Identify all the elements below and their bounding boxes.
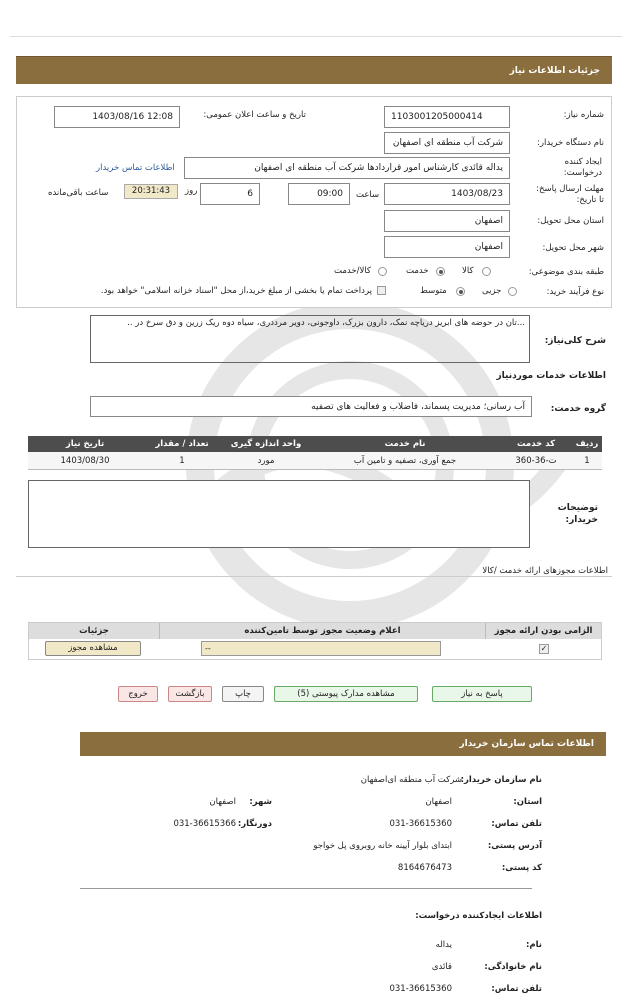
contact-province-label: استان:: [513, 797, 542, 807]
category-both-radio[interactable]: [378, 267, 387, 276]
contact-divider: [80, 888, 532, 889]
exit-button[interactable]: خروج: [118, 686, 158, 702]
permits-title: اطلاعات مجوزهای ارائه خدمت /کالا: [482, 566, 608, 576]
print-button[interactable]: چاپ: [222, 686, 264, 702]
col-qty: تعداد / مقدار: [142, 436, 222, 452]
permit-col-required: الزامی بودن ارائه مجوز: [485, 623, 601, 639]
remaining-label: ساعت باقی‌مانده: [48, 188, 109, 198]
time-label: ساعت: [356, 190, 380, 200]
permit-col-status: اعلام وضعیت مجوز توسط تامین‌کننده: [159, 623, 485, 639]
contact-fax-label: دورنگار:: [237, 819, 272, 829]
permit-status-select[interactable]: --: [201, 641, 441, 656]
description-field[interactable]: ...تان در حوضه های ابریز دریاچه نمک، دارون بزرک، داوجونی، دویر مرددری، سیاه دوه ریک زرین و دق سرخ در ..: [90, 315, 530, 363]
deadline-date-field[interactable]: 1403/08/23: [384, 183, 510, 205]
contact-org: شرکت آب منطقه ای‌اصفهان: [360, 775, 462, 785]
countdown-timer: 20:31:43: [124, 184, 178, 199]
col-code: کد خدمت: [500, 436, 572, 452]
creator-name: یداله: [435, 940, 452, 950]
category-service-radio[interactable]: [436, 267, 445, 276]
services-section-title: اطلاعات خدمات موردنیاز: [496, 371, 606, 381]
days-field[interactable]: 6: [200, 183, 260, 205]
deadline-label-2: تا تاریخ:: [576, 195, 604, 205]
process-medium-radio[interactable]: [456, 287, 465, 296]
city-label: شهر محل تحویل:: [542, 243, 604, 253]
process-label: نوع فرآیند خرید:: [546, 287, 604, 297]
contact-org-label: نام سازمان خریدار:: [460, 775, 542, 785]
cell-code: ت-36-360: [500, 452, 572, 470]
contact-city-label: شهر:: [249, 797, 272, 807]
province-label: استان محل تحویل:: [537, 216, 604, 226]
services-table: [28, 436, 602, 470]
permit-col-details: جزئیات: [29, 623, 159, 639]
back-button[interactable]: بازگشت: [168, 686, 212, 702]
cell-qty: 1: [142, 452, 222, 470]
province-field[interactable]: اصفهان: [384, 210, 510, 232]
creator-family-label: نام خانوادگی:: [484, 962, 542, 972]
process-medium-label: متوسط: [420, 286, 447, 296]
col-name: نام خدمت: [310, 436, 500, 452]
category-service-label: خدمت: [406, 266, 429, 276]
contact-address: ابتدای بلوار آیینه خانه روبروی پل خواجو: [313, 841, 452, 851]
service-group-label: گروه خدمت:: [550, 404, 606, 414]
deadline-time-field[interactable]: 09:00: [288, 183, 350, 205]
contact-postal-label: کد پستی:: [501, 863, 542, 873]
top-divider: [10, 36, 622, 37]
process-partial-label: جزیی: [482, 286, 502, 296]
permits-divider: [16, 576, 612, 577]
contact-title: اطلاعات تماس سازمان خریدار: [80, 732, 606, 756]
day-label: روز: [185, 186, 198, 196]
category-goods-label: کالا: [462, 266, 474, 276]
table-row[interactable]: [28, 452, 602, 470]
treasury-payment-checkbox[interactable]: [377, 286, 386, 295]
category-goods-radio[interactable]: [482, 267, 491, 276]
creator-family: قائدی: [431, 962, 452, 972]
creator-label-2: درخواست:: [563, 168, 602, 178]
contact-fax: 031-36615366: [173, 819, 236, 829]
services-table-header: [28, 436, 602, 452]
col-date: تاریخ نیاز: [28, 436, 142, 452]
notes-label-2: خریدار:: [565, 515, 598, 525]
notes-label-1: توضیحات: [557, 503, 598, 513]
cell-date: 1403/08/30: [28, 452, 142, 470]
creator-name-label: نام:: [525, 940, 542, 950]
cell-row: 1: [572, 452, 602, 470]
contact-province: اصفهان: [425, 797, 452, 807]
contact-city: اصفهان: [209, 797, 236, 807]
attachments-button[interactable]: مشاهده مدارک پیوستی (5): [274, 686, 418, 702]
contact-address-label: آدرس پستی:: [487, 841, 542, 851]
buyer-org-label: نام دستگاه خریدار:: [537, 138, 604, 148]
contact-postal: 8164676473: [397, 863, 452, 873]
cell-name: جمع آوری، تصفیه و تامین آب: [310, 452, 500, 470]
creator-field[interactable]: یداله قائدی کارشناس امور قراردادها شرکت آب منطقه ای اصفهان: [184, 157, 510, 179]
permit-row: [29, 639, 601, 659]
creator-phone: 031-36615360: [389, 984, 452, 994]
view-permit-button[interactable]: مشاهده مجوز: [45, 641, 141, 656]
category-both-label: کالا/خدمت: [334, 266, 371, 276]
city-field[interactable]: اصفهان: [384, 236, 510, 258]
category-label: طبقه بندی موضوعی:: [528, 267, 604, 277]
buyer-org-field[interactable]: شرکت آب منطقه ای اصفهان: [384, 132, 510, 154]
permits-table-header: [29, 623, 601, 639]
service-group-field[interactable]: آب رسانی؛ مدیریت پسماند، فاضلاب و فعالیت های تصفیه: [90, 396, 532, 417]
creator-info-title: اطلاعات ایجادکننده درخواست:: [415, 911, 542, 921]
deadline-label-1: مهلت ارسال پاسخ:: [536, 184, 604, 194]
permits-table: [28, 622, 602, 660]
description-label: شرح کلی‌نیاز:: [544, 336, 606, 346]
col-row: ردیف: [572, 436, 602, 452]
page-title: جزئیات اطلاعات نیاز: [16, 56, 612, 84]
need-number-label: شماره نیاز:: [563, 110, 604, 120]
reply-button[interactable]: پاسخ به نیاز: [432, 686, 532, 702]
contact-phone-label: تلفن تماس:: [491, 819, 542, 829]
announce-field[interactable]: 1403/08/16 12:08: [54, 106, 180, 128]
permit-required-checkbox[interactable]: ✓: [540, 644, 548, 653]
creator-phone-label: تلفن تماس:: [491, 984, 542, 994]
creator-label-1: ایجاد کننده: [564, 157, 602, 167]
buyer-contact-link[interactable]: اطلاعات تماس خریدار: [96, 163, 175, 173]
announce-label: تاریخ و ساعت اعلان عمومی:: [203, 110, 306, 120]
col-unit: واحد اندازه گیری: [222, 436, 310, 452]
need-number-field[interactable]: 1103001205000414: [384, 106, 510, 128]
notes-field[interactable]: [28, 480, 530, 548]
process-partial-radio[interactable]: [508, 287, 517, 296]
treasury-payment-note: پرداخت تمام یا بخشی از مبلغ خرید،از محل "اسناد خزانه اسلامی" خواهد بود.: [100, 286, 372, 296]
cell-unit: مورد: [222, 452, 310, 470]
contact-phone: 031-36615360: [389, 819, 452, 829]
